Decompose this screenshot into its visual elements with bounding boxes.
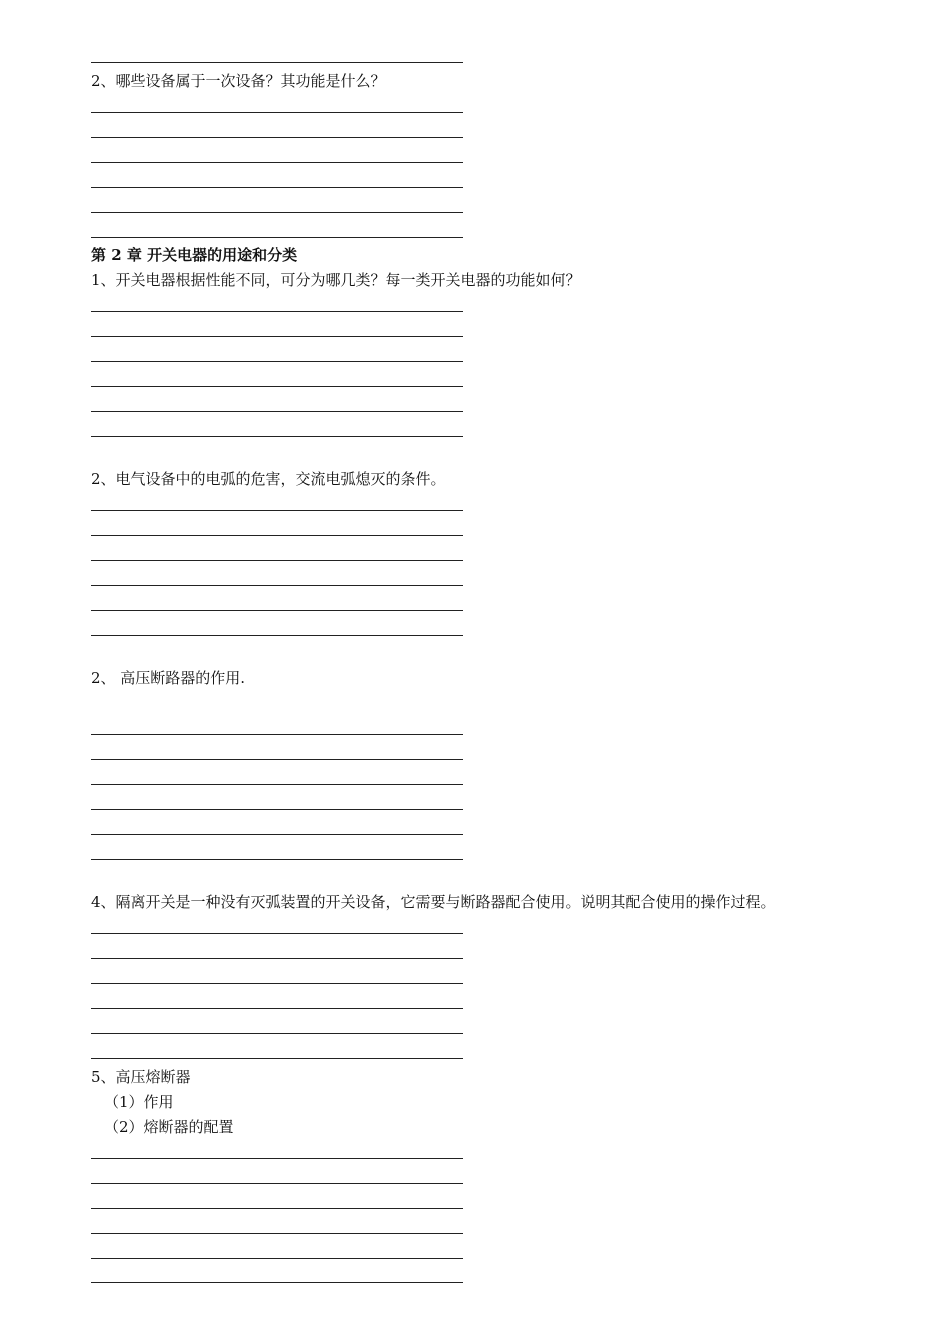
answer-line: [91, 834, 463, 835]
answer-line: [91, 112, 463, 113]
answer-line: [91, 958, 463, 959]
question-2-arc: 2、电气设备中的电弧的危害，交流电弧熄灭的条件。: [91, 470, 446, 488]
answer-line: [91, 784, 463, 785]
question-5-sub-1: （1）作用: [104, 1093, 174, 1111]
answer-line: [91, 237, 463, 238]
answer-line: [91, 809, 463, 810]
answer-line: [91, 535, 463, 536]
question-2-breaker: 2、 高压断路器的作用.: [91, 669, 246, 687]
answer-line: [91, 62, 463, 63]
answer-line: [91, 212, 463, 213]
answer-line: [91, 1282, 463, 1283]
answer-line: [91, 610, 463, 611]
answer-line: [91, 361, 463, 362]
answer-line: [91, 759, 463, 760]
answer-line: [91, 1158, 463, 1159]
question-5-sub-2: （2）熔断器的配置: [104, 1118, 234, 1136]
chapter-heading: 第 2 章 开关电器的用途和分类: [91, 246, 298, 264]
answer-line: [91, 386, 463, 387]
answer-line: [91, 983, 463, 984]
answer-line: [91, 137, 463, 138]
question-5: 5、高压熔断器: [91, 1068, 191, 1086]
answer-line: [91, 585, 463, 586]
answer-line: [91, 635, 463, 636]
answer-line: [91, 510, 463, 511]
answer-line: [91, 411, 463, 412]
question-1: 1、开关电器根据性能不同，可分为哪几类？每一类开关电器的功能如何？: [91, 271, 581, 289]
answer-line: [91, 1033, 463, 1034]
answer-line: [91, 1208, 463, 1209]
answer-line: [91, 311, 463, 312]
answer-line: [91, 1233, 463, 1234]
answer-line: [91, 734, 463, 735]
answer-line: [91, 336, 463, 337]
question-equipment: 2、哪些设备属于一次设备？其功能是什么？: [91, 72, 386, 90]
answer-line: [91, 1258, 463, 1259]
answer-line: [91, 187, 463, 188]
answer-line: [91, 436, 463, 437]
answer-line: [91, 1183, 463, 1184]
answer-line: [91, 933, 463, 934]
question-4: 4、隔离开关是一种没有灭弧装置的开关设备，它需要与断路器配合使用。说明其配合使用的操作过程。: [91, 893, 776, 911]
answer-line: [91, 162, 463, 163]
answer-line: [91, 560, 463, 561]
answer-line: [91, 1008, 463, 1009]
answer-line: [91, 1058, 463, 1059]
answer-line: [91, 859, 463, 860]
